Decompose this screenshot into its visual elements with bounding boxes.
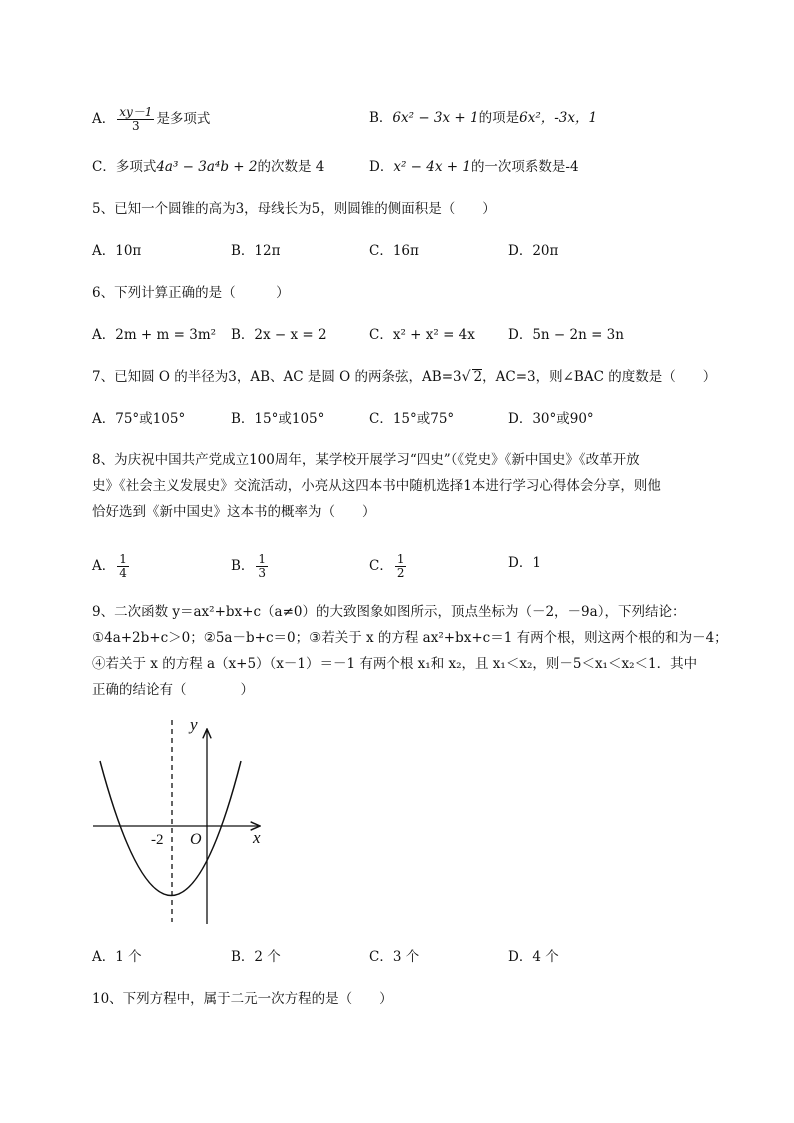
q9-stem-line3: ④若关于 x 的方程 a（x+5）（x－1）＝－1 有两个根 x₁和 x₂，且 x₁＜x₂，则－5＜x₁＜x₂＜1．其中: [92, 656, 698, 672]
q4-option-d-label: D．: [369, 159, 394, 175]
q7-option-d: D．30°或90°: [508, 411, 594, 427]
q8-option-a-denominator: 4: [119, 566, 127, 580]
q5-option-d: D．20π: [508, 243, 559, 259]
q8-stem-line2: 史》《社会主义发展史》交流活动，小亮从这四本书中随机选择1本进行学习心得体会分享，则他: [92, 478, 661, 494]
q7-option-a: A．75°或105°: [92, 411, 186, 427]
q8-option-c-fraction: [395, 553, 407, 580]
q5-stem: 5、已知一个圆锥的高为3，母线长为5，则圆锥的侧面积是（ ）: [92, 201, 496, 217]
q7-stem-post: ，AC=3，则∠BAC 的度数是（ ）: [482, 369, 717, 385]
q4-option-b-terms: 6x²，-3x，1: [519, 110, 598, 126]
graph-origin-label: O: [190, 831, 202, 848]
q7-stem: [92, 367, 716, 387]
sqrt-icon: √: [461, 369, 471, 385]
q4-option-c-tail: 的次数是 4: [257, 159, 325, 175]
q9-stem-line4: 正确的结论有（ ）: [92, 682, 254, 698]
q6-option-a: A．2m + m = 3m²: [92, 327, 217, 343]
graph-tick-label: -2: [151, 832, 164, 848]
q6-option-b: B．2x − x = 2: [231, 327, 327, 343]
q8-option-b-fraction: [256, 553, 268, 580]
q7-option-c: C．15°或75°: [369, 411, 455, 427]
q6-stem: 6、下列计算正确的是（ ）: [92, 285, 290, 301]
q4-option-d-expr: x² − 4x + 1: [393, 159, 471, 175]
q4-option-c-pre: 多项式: [115, 159, 157, 175]
q7-option-b: B．15°或105°: [231, 411, 325, 427]
q4-option-c: [92, 157, 324, 177]
q4-option-c-expr: 4a³ − 3a⁴b + 2: [156, 159, 258, 175]
q4-option-d-tail: 的一次项系数是-4: [470, 159, 579, 175]
q8-option-a-label: A．: [92, 558, 116, 574]
q8-stem-line3: 恰好选到《新中国史》这本书的概率为（ ）: [92, 504, 376, 520]
q8-option-b-numerator: 1: [258, 552, 267, 566]
q9-stem-line1: 9、二次函数 y＝ax²+bx+c（a≠0）的大致图象如图所示，顶点坐标为（－2，－9a），下列结论：: [92, 604, 686, 620]
q8-option-c: [369, 553, 408, 580]
q8-option-d: D．1: [508, 555, 541, 571]
q4-option-b-mid: 的项是: [478, 110, 520, 126]
q4-option-a-numerator: xy－1: [119, 105, 153, 119]
q6-option-c: C．x² + x² = 4x: [369, 327, 475, 343]
q10-stem: 10、下列方程中，属于二元一次方程的是（ ）: [92, 991, 393, 1007]
q5-option-a: A．10π: [92, 243, 142, 259]
parabola-curve: [100, 761, 241, 896]
q8-option-b: [231, 553, 270, 580]
q8-option-c-denominator: 2: [396, 566, 405, 580]
q4-option-b-label: B．: [369, 110, 393, 126]
q9-option-a: A．1 个: [92, 949, 142, 965]
q8-stem-line1: 8、为庆祝中国共产党成立100周年，某学校开展学习“四史”（《党史》《新中国史》《改革开放: [92, 452, 640, 468]
q4-option-c-label: C．: [92, 159, 116, 175]
q9-option-c: C．3 个: [369, 949, 420, 965]
graph-x-label: x: [253, 828, 261, 847]
q9-parabola-figure: [88, 712, 278, 927]
q9-option-b: B．2 个: [231, 949, 281, 965]
q4-option-a-fraction: [117, 106, 154, 133]
q6-option-d: D．5n − 2n = 3n: [508, 327, 624, 343]
q4-option-a-denominator: 3: [132, 119, 140, 133]
q4-option-b-expr: 6x² − 3x + 1: [392, 110, 479, 126]
q8-option-b-denominator: 3: [258, 566, 267, 580]
q8-option-c-numerator: 1: [396, 552, 405, 566]
q8-option-a-numerator: 1: [119, 552, 127, 566]
q4-option-b: [369, 108, 597, 128]
graph-y-label: y: [190, 715, 198, 734]
q7-stem-sqrt: 2: [473, 369, 483, 385]
q9-option-d: D．4 个: [508, 949, 559, 965]
q8-option-a: [92, 553, 131, 580]
q4-option-a-label: A．: [92, 111, 116, 127]
q4-option-a: [92, 106, 210, 133]
q5-option-b: B．12π: [231, 243, 281, 259]
q4-option-d: [369, 157, 579, 177]
q8-option-c-label: C．: [369, 558, 393, 574]
q8-option-a-fraction: [117, 553, 129, 580]
q8-option-b-label: B．: [231, 558, 255, 574]
q7-stem-pre: 7、已知圆 O 的半径为3，AB、AC 是圆 O 的两条弦，AB=3: [92, 369, 462, 385]
q5-option-c: C．16π: [369, 243, 419, 259]
q4-option-a-text: 是多项式: [156, 111, 211, 127]
q9-stem-line2: ①4a+2b+c＞0；②5a－b+c＝0；③若关于 x 的方程 ax²+bx+c＝1 有两个根，则这两个根的和为－4；: [92, 630, 728, 646]
